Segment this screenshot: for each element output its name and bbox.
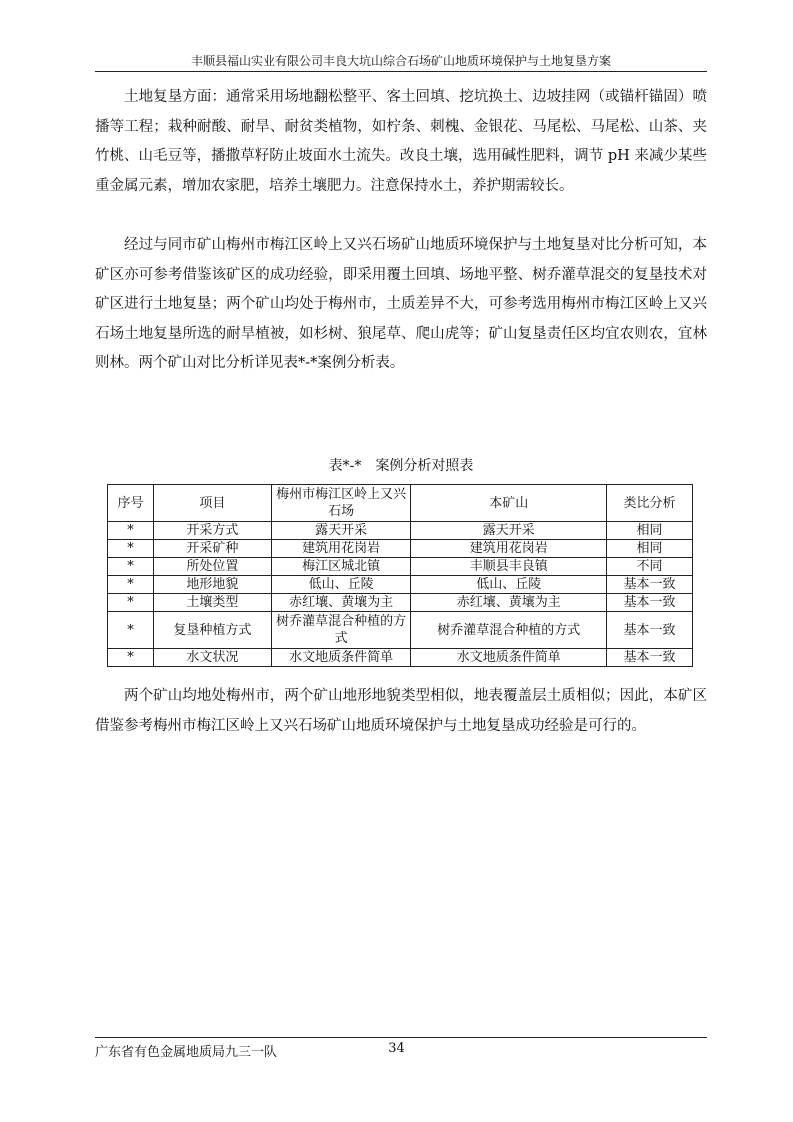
table-cell: 相同 <box>607 522 693 540</box>
table-cell: 土壤类型 <box>153 594 271 612</box>
table-cell: 树乔灌草混合种植的方式 <box>411 612 607 649</box>
table-cell: 基本一致 <box>607 649 693 667</box>
table-cell: 露天开采 <box>411 522 607 540</box>
table-cell: * <box>108 522 154 540</box>
table-row <box>108 612 693 649</box>
table-cell: 低山、丘陵 <box>271 576 411 594</box>
paragraph-case-comparison: 经过与同市矿山梅州市梅江区岭上又兴石场矿山地质环境保护与土地复垦对比分析可知，本矿区亦可参考借鉴该矿区的成功经验，即采用覆土回填、场地平整、树乔灌草混交的复垦技术对矿区进行土地复垦；两个矿山均处于梅州市，土质差异不大，可参考选用梅州市梅江区岭上又兴石场土地复垦所选的耐旱植被，如杉树、狼尾草、爬山虎等；矿山复垦责任区均宜农则农，宜林则林。两个矿山对比分析详见表*-*案例分析表。 <box>95 237 707 371</box>
header-cell: 梅州市梅江区岭上又兴石场 <box>271 485 411 522</box>
table-cell: * <box>108 576 154 594</box>
header-cell: 类比分析 <box>607 485 693 522</box>
table-cell: 赤红壤、黄壤为主 <box>411 594 607 612</box>
footer-organization: 广东省有色金属地质局九三一队 <box>95 1045 278 1060</box>
table-cell: 水文状况 <box>153 649 271 667</box>
table-cell: 基本一致 <box>607 612 693 649</box>
table-cell: 树乔灌草混合种植的方式 <box>271 612 411 649</box>
table-cell: 基本一致 <box>607 594 693 612</box>
table-cell: * <box>108 612 154 649</box>
table-cell: 赤红壤、黄壤为主 <box>271 594 411 612</box>
footer-rule <box>95 1037 707 1038</box>
page-number: 34 <box>388 1041 405 1056</box>
table-row <box>108 576 693 594</box>
table-cell: 所处位置 <box>153 558 271 576</box>
table-cell: 梅江区城北镇 <box>271 558 411 576</box>
table-cell: 丰顺县丰良镇 <box>411 558 607 576</box>
table-cell: * <box>108 649 154 667</box>
table-row <box>108 540 693 558</box>
table-row <box>108 649 693 667</box>
table-caption: 表*-* 案例分析对照表 <box>328 458 474 474</box>
case-analysis-table <box>107 484 693 667</box>
table-cell: * <box>108 540 154 558</box>
table-cell: 露天开采 <box>271 522 411 540</box>
table-cell: 开采方式 <box>153 522 271 540</box>
table-cell: * <box>108 558 154 576</box>
header-cell: 本矿山 <box>411 485 607 522</box>
table-cell: 相同 <box>607 540 693 558</box>
table-cell: 水文地质条件简单 <box>411 649 607 667</box>
table-cell: 水文地质条件简单 <box>271 649 411 667</box>
table-cell: 开采矿种 <box>153 540 271 558</box>
table-header-row <box>108 485 693 522</box>
header-cell: 序号 <box>108 485 154 522</box>
table-cell: 地形地貌 <box>153 576 271 594</box>
table-cell: 低山、丘陵 <box>411 576 607 594</box>
paragraph-conclusion: 两个矿山均地处梅州市，两个矿山地形地貌类型相似，地表覆盖层土质相似；因此，本矿区借鉴参考梅州市梅江区岭上又兴石场矿山地质环境保护与土地复垦成功经验是可行的。 <box>95 688 707 734</box>
table-cell: 建筑用花岗岩 <box>411 540 607 558</box>
page-header: 丰顺县福山实业有限公司丰良大坑山综合石场矿山地质环境保护与土地复垦方案 <box>190 54 611 68</box>
table-cell: 复垦种植方式 <box>153 612 271 649</box>
table-row <box>108 594 693 612</box>
table-row <box>108 558 693 576</box>
table-cell: 基本一致 <box>607 576 693 594</box>
header-rule <box>95 71 707 72</box>
header-cell: 项目 <box>153 485 271 522</box>
paragraph-land-reclamation: 土地复垦方面：通常采用场地翻松整平、客土回填、挖坑换土、边坡挂网（或锚杆锚固）喷播等工程；栽种耐酸、耐旱、耐贫类植物，如柠条、刺槐、金银花、马尾松、马尾松、山茶、夹竹桃、山毛豆等，播撒草籽防止坡面水土流失。改良土壤，选用碱性肥料，调节 pH 来减少某些重金属元素，增加农家肥，培养土壤肥力。注意保持水土，养护期需较长。 <box>95 89 707 194</box>
table-cell: 不同 <box>607 558 693 576</box>
table-row <box>108 522 693 540</box>
table-cell: 建筑用花岗岩 <box>271 540 411 558</box>
table-cell: * <box>108 594 154 612</box>
